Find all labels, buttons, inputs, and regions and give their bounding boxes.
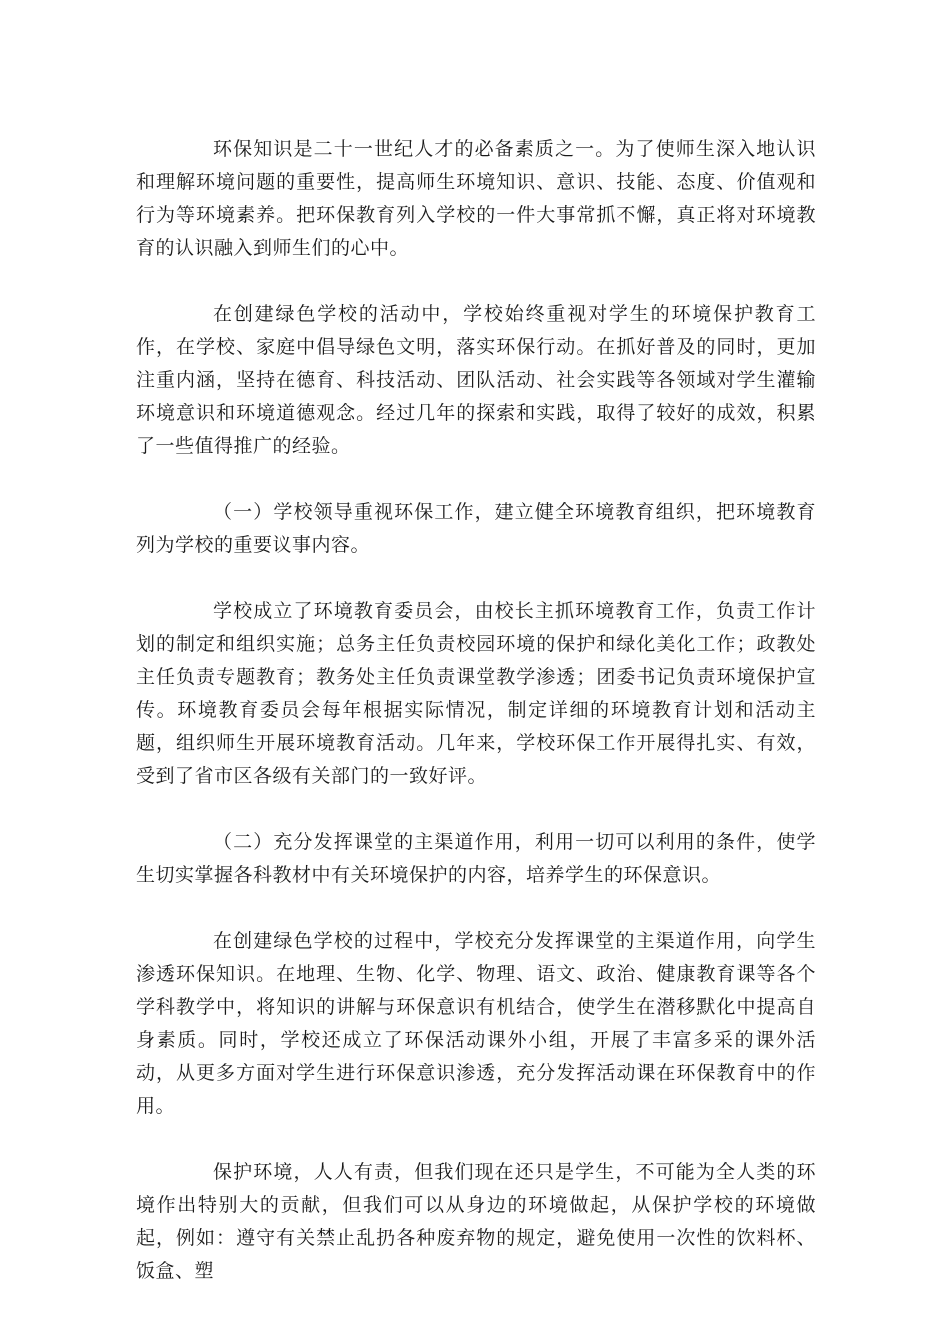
paragraph-intro: 环保知识是二十一世纪人才的必备素质之一。为了使师生深入地认识和理解环境问题的重要性，提高师生环境知识、意识、技能、态度、价值观和行为等环境素养。把环保教育列入学校的一件大事常抓不懈，真正将对环境教育的认识融入到师生们的心中。 — [136, 138, 816, 259]
paragraph-protection: 保护环境，人人有责，但我们现在还只是学生，不可能为全人类的环境作出特别大的贡献，但我们可以从身边的环境做起，从保护学校的环境做起，例如：遵守有关禁止乱扔各种废弃物的规定，避免使用一次性的饮料杯、饭盒、塑 — [136, 1161, 816, 1282]
paragraph-committee: 学校成立了环境教育委员会，由校长主抓环境教育工作，负责工作计划的制定和组织实施；总务主任负责校园环境的保护和绿化美化工作；政教处主任负责专题教育；教务处主任负责课堂教学渗透；团委书记负责环境保护宣传。环境教育委员会每年根据实际情况，制定详细的环境教育计划和活动主题，组织师生开展环境教育活动。几年来，学校环保工作开展得扎实、有效，受到了省市区各级有关部门的一致好评。 — [136, 600, 816, 787]
section-heading-2: （二）充分发挥课堂的主渠道作用，利用一切可以利用的条件，使学生切实掌握各科教材中有关环境保护的内容，培养学生的环保意识。 — [136, 831, 816, 886]
section-heading-1: （一）学校领导重视环保工作，建立健全环境教育组织，把环境教育列为学校的重要议事内容。 — [136, 501, 816, 556]
document-body — [136, 133, 816, 1288]
paragraph-green-school: 在创建绿色学校的活动中，学校始终重视对学生的环境保护教育工作，在学校、家庭中倡导绿色文明，落实环保行动。在抓好普及的同时，更加注重内涵，坚持在德育、科技活动、团队活动、社会实践等各领域对学生灌输环境意识和环境道德观念。经过几年的探索和实践，取得了较好的成效，积累了一些值得推广的经验。 — [136, 303, 816, 457]
paragraph-classroom: 在创建绿色学校的过程中，学校充分发挥课堂的主渠道作用，向学生渗透环保知识。在地理、生物、化学、物理、语文、政治、健康教育课等各个学科教学中，将知识的讲解与环保意识有机结合，使学生在潜移默化中提高自身素质。同时，学校还成立了环保活动课外小组，开展了丰富多采的课外活动，从更多方面对学生进行环保意识渗透，充分发挥活动课在环保教育中的作用。 — [136, 930, 816, 1117]
